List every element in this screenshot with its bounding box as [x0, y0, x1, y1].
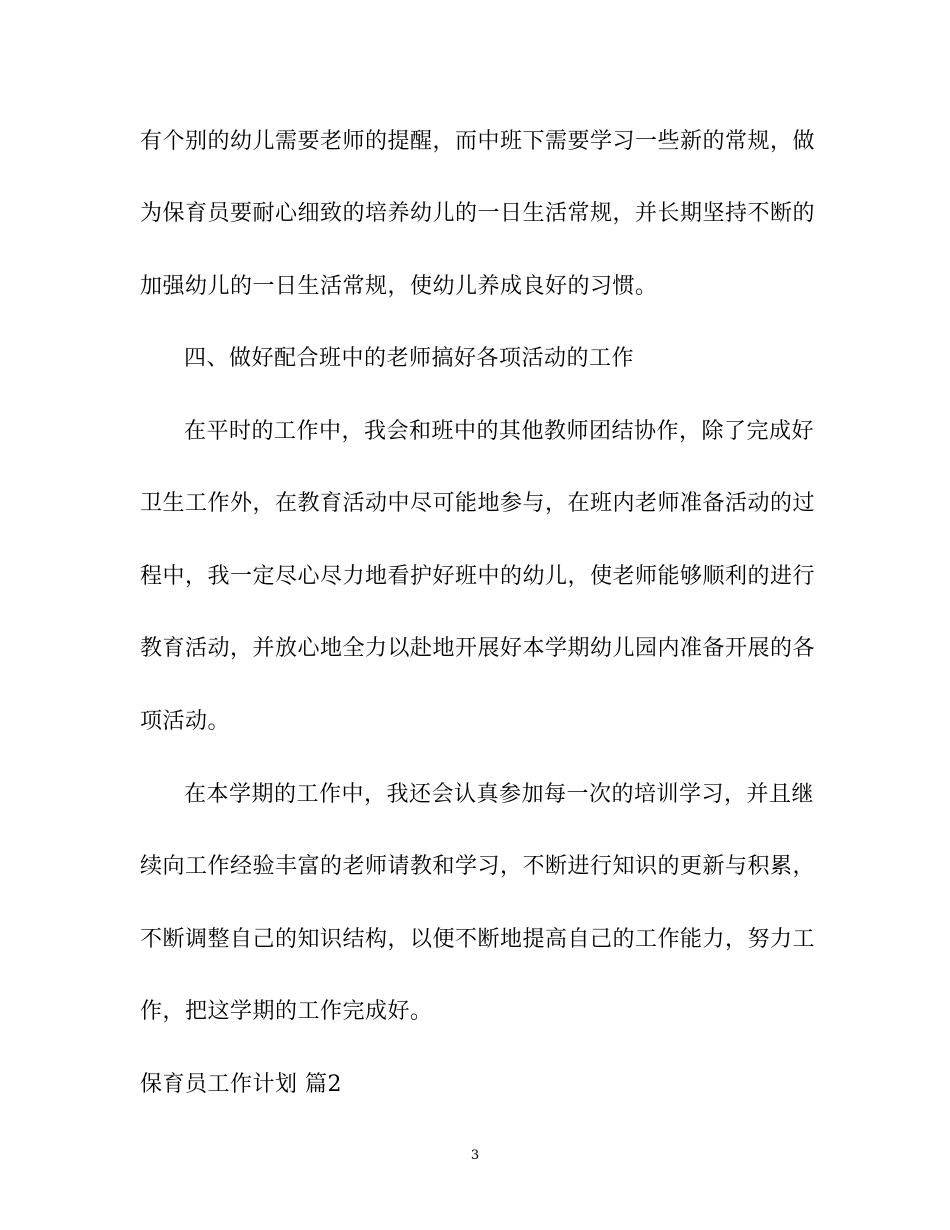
body-text-line: 在本学期的工作中，我还会认真参加每一次的培训学习，并且继: [184, 782, 815, 807]
section-heading: 四、做好配合班中的老师搞好各项活动的工作: [184, 346, 635, 371]
body-text-line: 项活动。: [140, 709, 231, 734]
body-text-line: 不断调整自己的知识结构，以便不断地提高自己的工作能力，努力工: [140, 927, 816, 952]
body-text-line: 作，把这学期的工作完成好。: [140, 999, 433, 1024]
body-text-line: 卫生工作外，在教育活动中尽可能地参与，在班内老师准备活动的过: [140, 491, 816, 516]
body-text-line: 有个别的幼儿需要老师的提醒，而中班下需要学习一些新的常规，做: [140, 129, 816, 154]
body-text-line: 加强幼儿的一日生活常规，使幼儿养成良好的习惯。: [140, 274, 658, 299]
body-text-line: 教育活动，并放心地全力以赴地开展好本学期幼儿园内准备开展的各: [140, 636, 816, 661]
body-text-line: 在平时的工作中，我会和班中的其他教师团结协作，除了完成好: [184, 419, 815, 444]
section-title: 保育员工作计划 篇2: [140, 1072, 342, 1097]
body-text-line: 续向工作经验丰富的老师请教和学习，不断进行知识的更新与积累，: [140, 854, 816, 879]
body-text-line: 程中，我一定尽心尽力地看护好班中的幼儿，使老师能够顺利的进行: [140, 564, 816, 589]
page-number: 3: [470, 1148, 480, 1163]
body-text-line: 为保育员要耐心细致的培养幼儿的一日生活常规，并长期坚持不断的: [140, 201, 816, 226]
